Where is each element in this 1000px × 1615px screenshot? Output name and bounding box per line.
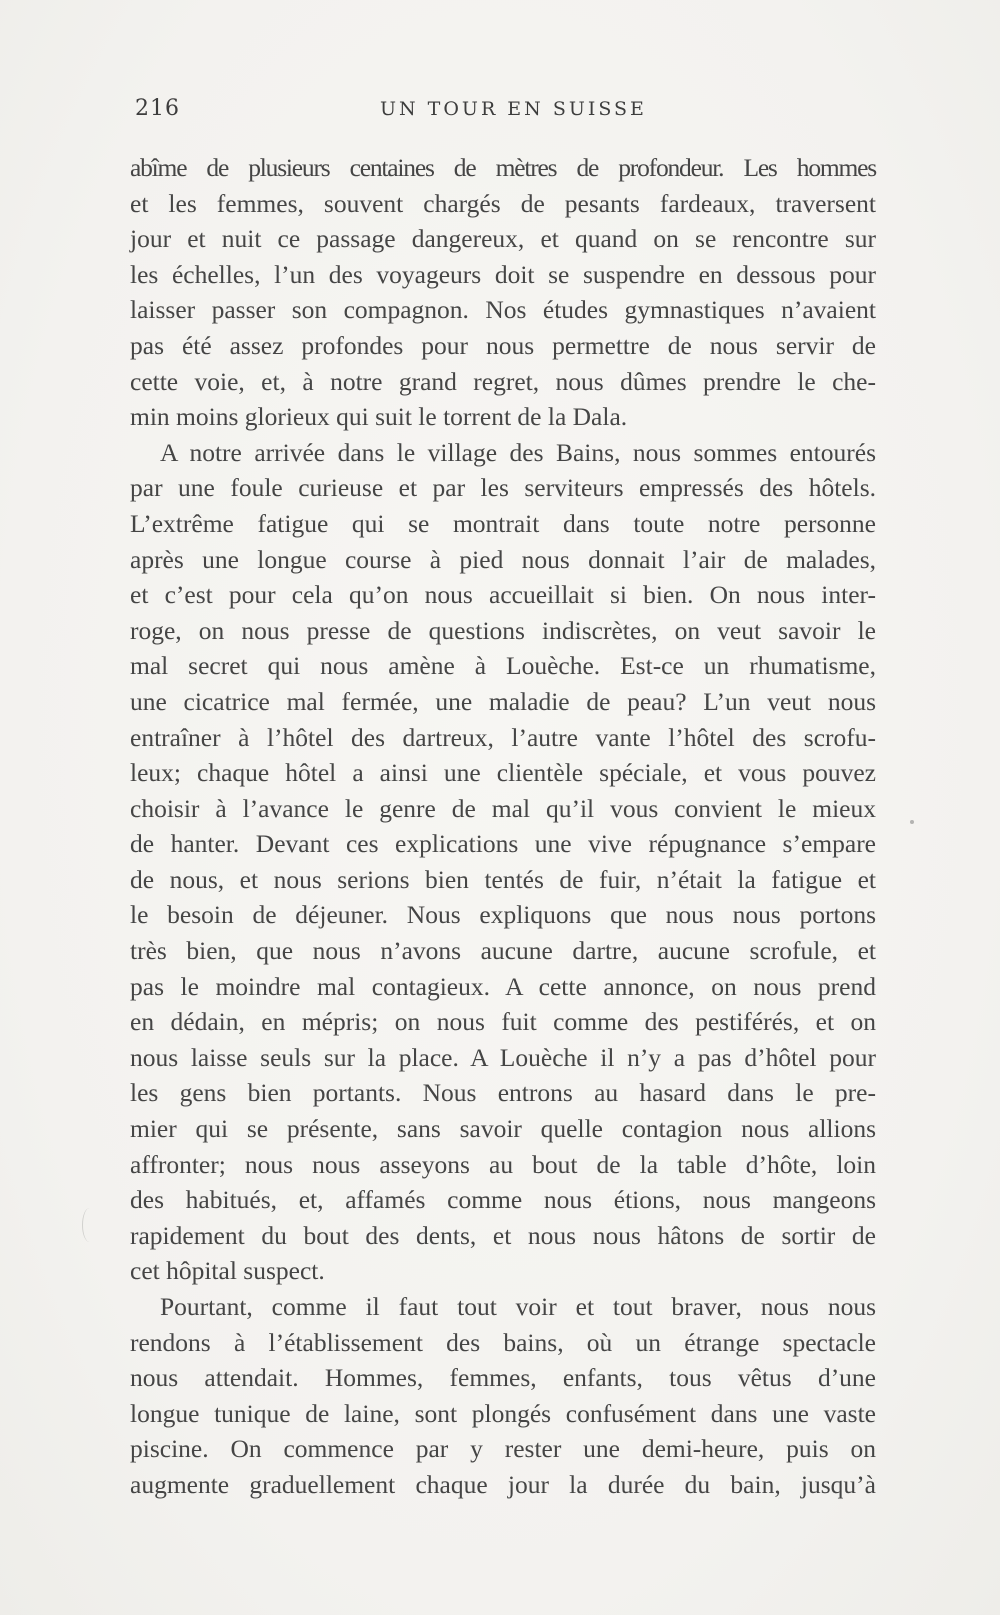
text-line: après une longue course à pied nous donnait l’air de malades, <box>130 544 876 574</box>
text-line: rapidement du bout des dents, et nous nous hâtons de sortir de <box>130 1220 876 1250</box>
text-line: leux; chaque hôtel a ainsi une clientèle spéciale, et vous pouvez <box>130 758 876 788</box>
text-line: des habitués, et, affamés comme nous étions, nous mangeons <box>130 1185 876 1215</box>
text-line: cette voie, et, à notre grand regret, nous dûmes prendre le che- <box>130 366 876 396</box>
text-line: et les femmes, souvent chargés de pesants fardeaux, traversent <box>130 188 876 218</box>
text-line: pas été assez profondes pour nous permettre de nous servir de <box>130 330 876 360</box>
text-line: abîme de plusieurs centaines de mètres de profondeur. Les hommes <box>130 153 876 182</box>
text-line: min moins glorieux qui suit le torrent de la Dala. <box>130 402 628 432</box>
body-text <box>130 150 876 1503</box>
text-line: en dédain, en mépris; on nous fuit comme des pestiférés, et on <box>130 1007 876 1037</box>
paper-speck <box>910 820 914 824</box>
text-line: mal secret qui nous amène à Louèche. Est-ce un rhumatisme, <box>130 651 876 681</box>
text-line: de nous, et nous serions bien tentés de fuir, n’était la fatigue et <box>130 864 876 894</box>
text-line: Pourtant, comme il faut tout voir et tout braver, nous nous <box>160 1292 876 1321</box>
text-line: par une foule curieuse et par les serviteurs empressés des hôtels. <box>130 473 876 503</box>
text-line: L’extrême fatigue qui se montrait dans toute notre personne <box>130 508 876 538</box>
text-line: pas le moindre mal contagieux. A cette annonce, on nous prend <box>130 971 876 1001</box>
text-line: cet hôpital suspect. <box>130 1256 325 1286</box>
text-line: une cicatrice mal fermée, une maladie de peau? L’un veut nous <box>130 686 876 716</box>
text-line: A notre arrivée dans le village des Bains, nous sommes entourés <box>160 437 876 467</box>
text-line: roge, on nous presse de questions indiscrètes, on veut savoir le <box>130 615 876 645</box>
text-line: de hanter. Devant ces explications une vive répugnance s’empare <box>130 829 876 859</box>
text-line: augmente graduellement chaque jour la durée du bain, jusqu’à <box>130 1469 876 1499</box>
text-line: affronter; nous nous asseyons au bout de la table d’hôte, loin <box>130 1149 876 1179</box>
page-header <box>135 96 875 130</box>
text-line: et c’est pour cela qu’on nous accueillait si bien. On nous inter- <box>130 580 876 610</box>
text-line: nous laisse seuls sur la place. A Louèche il n’y a pas d’hôtel pour <box>130 1042 876 1072</box>
text-line: longue tunique de laine, sont plongés confusément dans une vaste <box>130 1398 876 1428</box>
text-line: très bien, que nous n’avons aucune dartre, aucune scrofule, et <box>130 936 876 966</box>
text-line: le besoin de déjeuner. Nous expliquons que nous nous portons <box>130 900 876 930</box>
text-line: les gens bien portants. Nous entrons au hasard dans le pre- <box>130 1078 876 1108</box>
running-head: UN TOUR EN SUISSE <box>380 98 647 120</box>
text-line: mier qui se présente, sans savoir quelle contagion nous allions <box>130 1114 876 1144</box>
text-line: entraîner à l’hôtel des dartreux, l’autre vante l’hôtel des scrofu- <box>130 722 876 752</box>
text-line: choisir à l’avance le genre de mal qu’il vous convient le mieux <box>130 793 876 823</box>
text-line: laisser passer son compagnon. Nos études gymnastiques n’avaient <box>130 295 876 325</box>
text-line: nous attendait. Hommes, femmes, enfants, tous vêtus d’une <box>130 1363 876 1393</box>
text-line: jour et nuit ce passage dangereux, et quand on se rencontre sur <box>130 224 876 254</box>
text-line: piscine. On commence par y rester une demi-heure, puis on <box>130 1434 876 1464</box>
paper-smudge <box>82 1208 97 1242</box>
page-number: 216 <box>135 96 180 121</box>
text-line: rendons à l’établissement des bains, où un étrange spectacle <box>130 1327 876 1357</box>
text-line: les échelles, l’un des voyageurs doit se suspendre en dessous pour <box>130 259 876 289</box>
